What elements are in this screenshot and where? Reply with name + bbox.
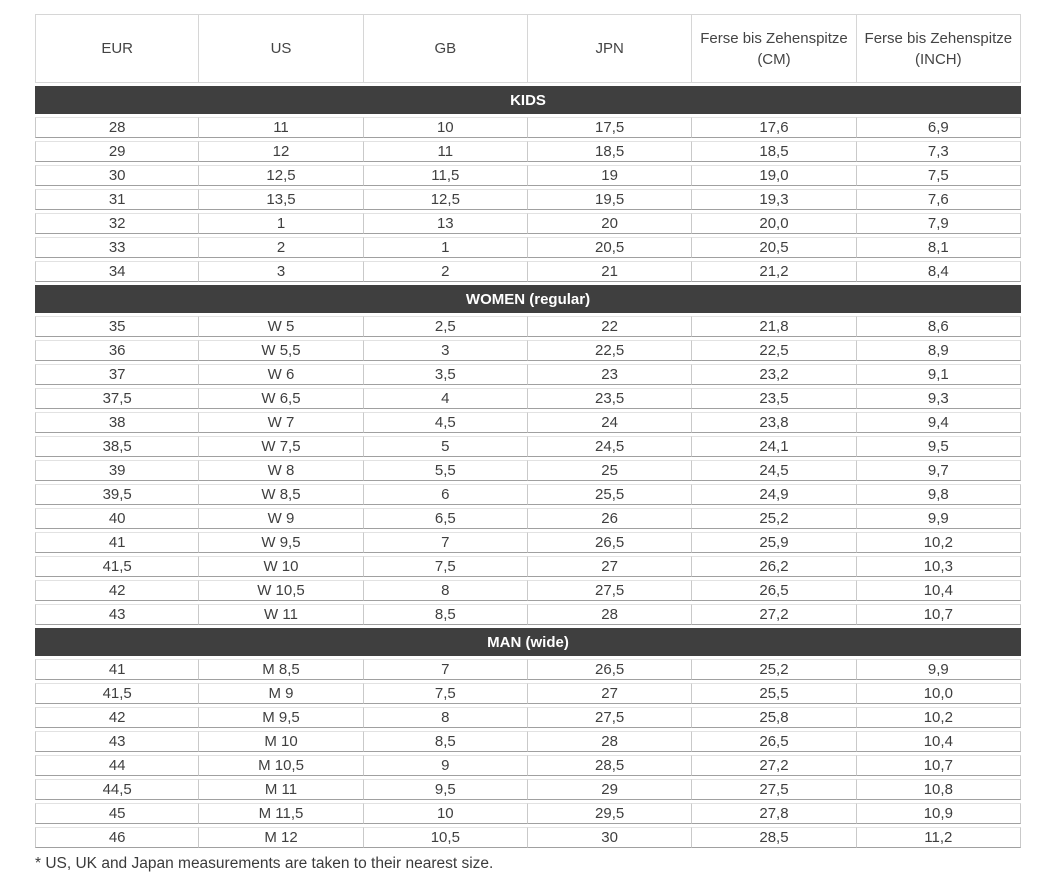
table-cell: 13,5 xyxy=(199,189,363,210)
table-cell: 28 xyxy=(35,117,199,138)
table-cell: 23,2 xyxy=(692,364,856,385)
table-row xyxy=(35,755,1021,776)
table-cell: 25,9 xyxy=(692,532,856,553)
table-cell: 19 xyxy=(528,165,692,186)
table-cell: 44,5 xyxy=(35,779,199,800)
table-cell: 44 xyxy=(35,755,199,776)
table-cell: 21 xyxy=(528,261,692,282)
table-cell: 4,5 xyxy=(364,412,528,433)
table-cell: 7,5 xyxy=(364,683,528,704)
table-header xyxy=(35,14,1021,83)
table-cell: 3 xyxy=(364,340,528,361)
table-cell: 27 xyxy=(528,683,692,704)
column-header-gb: GB xyxy=(364,14,528,83)
section-header-row xyxy=(35,86,1021,114)
table-cell: 7,5 xyxy=(364,556,528,577)
table-cell: 10,4 xyxy=(857,580,1021,601)
table-row xyxy=(35,803,1021,824)
size-conversion-table xyxy=(35,11,1021,851)
table-cell: 24,5 xyxy=(692,460,856,481)
table-cell: W 10,5 xyxy=(199,580,363,601)
table-cell: 18,5 xyxy=(528,141,692,162)
table-cell: 32 xyxy=(35,213,199,234)
table-row xyxy=(35,580,1021,601)
table-row xyxy=(35,213,1021,234)
table-cell: 7 xyxy=(364,659,528,680)
table-cell: 8,5 xyxy=(364,731,528,752)
table-row xyxy=(35,532,1021,553)
table-cell: 3,5 xyxy=(364,364,528,385)
table-cell: 9,7 xyxy=(857,460,1021,481)
table-cell: 9,1 xyxy=(857,364,1021,385)
table-cell: 7,9 xyxy=(857,213,1021,234)
table-row xyxy=(35,436,1021,457)
table-cell: 10,0 xyxy=(857,683,1021,704)
table-cell: 7 xyxy=(364,532,528,553)
table-cell: 4 xyxy=(364,388,528,409)
table-cell: M 10,5 xyxy=(199,755,363,776)
table-cell: M 9 xyxy=(199,683,363,704)
table-cell: 7,3 xyxy=(857,141,1021,162)
table-cell: 29 xyxy=(35,141,199,162)
table-cell: 22 xyxy=(528,316,692,337)
table-cell: 28 xyxy=(528,731,692,752)
table-cell: 23 xyxy=(528,364,692,385)
table-cell: 39,5 xyxy=(35,484,199,505)
table-cell: W 8,5 xyxy=(199,484,363,505)
table-cell: 40 xyxy=(35,508,199,529)
table-row xyxy=(35,364,1021,385)
table-cell: 17,5 xyxy=(528,117,692,138)
table-cell: 22,5 xyxy=(528,340,692,361)
table-cell: 23,5 xyxy=(692,388,856,409)
table-row xyxy=(35,556,1021,577)
section-header-label: MAN (wide) xyxy=(35,628,1021,656)
table-cell: 19,5 xyxy=(528,189,692,210)
table-cell: 27,2 xyxy=(692,604,856,625)
table-cell: 9,3 xyxy=(857,388,1021,409)
table-cell: 45 xyxy=(35,803,199,824)
table-cell: 29 xyxy=(528,779,692,800)
table-cell: 8,9 xyxy=(857,340,1021,361)
table-cell: 9,5 xyxy=(364,779,528,800)
table-cell: 10 xyxy=(364,117,528,138)
table-cell: 12,5 xyxy=(199,165,363,186)
table-cell: M 11,5 xyxy=(199,803,363,824)
table-cell: 25 xyxy=(528,460,692,481)
table-cell: 28,5 xyxy=(528,755,692,776)
table-cell: 9,9 xyxy=(857,659,1021,680)
table-cell: 37 xyxy=(35,364,199,385)
table-cell: 12 xyxy=(199,141,363,162)
table-cell: 20,5 xyxy=(528,237,692,258)
table-cell: 17,6 xyxy=(692,117,856,138)
table-cell: 6,9 xyxy=(857,117,1021,138)
table-cell: 43 xyxy=(35,731,199,752)
table-cell: 11,5 xyxy=(364,165,528,186)
column-header-us: US xyxy=(199,14,363,83)
table-cell: W 6,5 xyxy=(199,388,363,409)
table-cell: 24,9 xyxy=(692,484,856,505)
table-cell: W 11 xyxy=(199,604,363,625)
table-cell: 37,5 xyxy=(35,388,199,409)
table-cell: 2 xyxy=(364,261,528,282)
table-cell: 27,5 xyxy=(692,779,856,800)
table-cell: W 9,5 xyxy=(199,532,363,553)
table-cell: 13 xyxy=(364,213,528,234)
table-row xyxy=(35,261,1021,282)
table-cell: 27,8 xyxy=(692,803,856,824)
table-cell: W 9 xyxy=(199,508,363,529)
table-cell: 10,2 xyxy=(857,707,1021,728)
table-cell: 24,1 xyxy=(692,436,856,457)
table-row xyxy=(35,117,1021,138)
table-cell: M 8,5 xyxy=(199,659,363,680)
table-row xyxy=(35,165,1021,186)
table-cell: 26,5 xyxy=(692,731,856,752)
table-cell: 6 xyxy=(364,484,528,505)
table-cell: 11,2 xyxy=(857,827,1021,848)
table-row xyxy=(35,189,1021,210)
table-row xyxy=(35,731,1021,752)
table-cell: 34 xyxy=(35,261,199,282)
table-cell: 19,0 xyxy=(692,165,856,186)
table-cell: 24,5 xyxy=(528,436,692,457)
section-header-row xyxy=(35,285,1021,313)
table-cell: 21,8 xyxy=(692,316,856,337)
table-cell: 26,5 xyxy=(528,659,692,680)
table-cell: 41,5 xyxy=(35,683,199,704)
footnote: * US, UK and Japan measurements are taken to their nearest size. xyxy=(35,855,494,872)
table-cell: 36 xyxy=(35,340,199,361)
table-cell: 18,5 xyxy=(692,141,856,162)
table-cell: 8,4 xyxy=(857,261,1021,282)
table-cell: 38 xyxy=(35,412,199,433)
table-cell: 8 xyxy=(364,580,528,601)
table-cell: 9,9 xyxy=(857,508,1021,529)
table-row xyxy=(35,683,1021,704)
table-cell: 5,5 xyxy=(364,460,528,481)
table-cell: M 12 xyxy=(199,827,363,848)
table-cell: 23,8 xyxy=(692,412,856,433)
table-row xyxy=(35,604,1021,625)
table-row xyxy=(35,237,1021,258)
table-row xyxy=(35,659,1021,680)
table-cell: 41 xyxy=(35,659,199,680)
table-cell: 25,5 xyxy=(692,683,856,704)
table-cell: 2,5 xyxy=(364,316,528,337)
table-cell: 23,5 xyxy=(528,388,692,409)
table-cell: 20 xyxy=(528,213,692,234)
table-cell: 11 xyxy=(364,141,528,162)
column-header-eur: EUR xyxy=(35,14,199,83)
table-cell: 41 xyxy=(35,532,199,553)
column-header-heel-toe-cm: Ferse bis Zehenspitze (CM) xyxy=(692,14,856,83)
table-cell: 7,5 xyxy=(857,165,1021,186)
table-cell: W 7,5 xyxy=(199,436,363,457)
table-cell: 1 xyxy=(364,237,528,258)
table-cell: 35 xyxy=(35,316,199,337)
table-cell: M 9,5 xyxy=(199,707,363,728)
table-cell: W 6 xyxy=(199,364,363,385)
table-cell: 21,2 xyxy=(692,261,856,282)
table-row xyxy=(35,508,1021,529)
table-cell: 6,5 xyxy=(364,508,528,529)
table-cell: 27,5 xyxy=(528,580,692,601)
table-row xyxy=(35,412,1021,433)
table-cell: 27,2 xyxy=(692,755,856,776)
table-cell: 10,4 xyxy=(857,731,1021,752)
table-cell: 30 xyxy=(35,165,199,186)
table-body xyxy=(35,86,1021,848)
table-cell: 42 xyxy=(35,707,199,728)
section-header-row xyxy=(35,628,1021,656)
table-cell: 28,5 xyxy=(692,827,856,848)
table-cell: 10,9 xyxy=(857,803,1021,824)
table-cell: 3 xyxy=(199,261,363,282)
table-row xyxy=(35,707,1021,728)
table-cell: 46 xyxy=(35,827,199,848)
table-cell: 8,5 xyxy=(364,604,528,625)
table-cell: 25,2 xyxy=(692,508,856,529)
column-header-jpn: JPN xyxy=(528,14,692,83)
table-cell: W 5,5 xyxy=(199,340,363,361)
table-cell: 38,5 xyxy=(35,436,199,457)
table-cell: 33 xyxy=(35,237,199,258)
table-cell: 43 xyxy=(35,604,199,625)
table-cell: 8,1 xyxy=(857,237,1021,258)
table-cell: 9,4 xyxy=(857,412,1021,433)
table-row xyxy=(35,484,1021,505)
table-cell: 29,5 xyxy=(528,803,692,824)
table-cell: 22,5 xyxy=(692,340,856,361)
table-row xyxy=(35,340,1021,361)
table-cell: W 7 xyxy=(199,412,363,433)
table-cell: 41,5 xyxy=(35,556,199,577)
table-cell: 25,5 xyxy=(528,484,692,505)
table-cell: M 11 xyxy=(199,779,363,800)
section-header-label: KIDS xyxy=(35,86,1021,114)
table-cell: 10,2 xyxy=(857,532,1021,553)
table-cell: W 5 xyxy=(199,316,363,337)
table-cell: 8 xyxy=(364,707,528,728)
table-cell: 26 xyxy=(528,508,692,529)
table-row xyxy=(35,141,1021,162)
table-cell: 24 xyxy=(528,412,692,433)
table-cell: 20,0 xyxy=(692,213,856,234)
table-cell: 9 xyxy=(364,755,528,776)
table-cell: W 10 xyxy=(199,556,363,577)
table-cell: 7,6 xyxy=(857,189,1021,210)
table-cell: 1 xyxy=(199,213,363,234)
table-cell: W 8 xyxy=(199,460,363,481)
section-header-label: WOMEN (regular) xyxy=(35,285,1021,313)
table-cell: 42 xyxy=(35,580,199,601)
table-cell: 27 xyxy=(528,556,692,577)
table-cell: 10,7 xyxy=(857,604,1021,625)
table-cell: 5 xyxy=(364,436,528,457)
table-row xyxy=(35,388,1021,409)
table-cell: 28 xyxy=(528,604,692,625)
column-header-heel-toe-inch: Ferse bis Zehenspitze (INCH) xyxy=(857,14,1021,83)
table-cell: 26,5 xyxy=(692,580,856,601)
table-cell: 25,8 xyxy=(692,707,856,728)
table-cell: 10,3 xyxy=(857,556,1021,577)
table-cell: 39 xyxy=(35,460,199,481)
table-cell: 9,8 xyxy=(857,484,1021,505)
table-cell: 10,7 xyxy=(857,755,1021,776)
table-cell: 2 xyxy=(199,237,363,258)
table-cell: 9,5 xyxy=(857,436,1021,457)
table-cell: 25,2 xyxy=(692,659,856,680)
table-cell: 27,5 xyxy=(528,707,692,728)
table-cell: 30 xyxy=(528,827,692,848)
table-cell: 26,2 xyxy=(692,556,856,577)
table-cell: 12,5 xyxy=(364,189,528,210)
table-row xyxy=(35,316,1021,337)
table-cell: 31 xyxy=(35,189,199,210)
table-row xyxy=(35,779,1021,800)
table-cell: M 10 xyxy=(199,731,363,752)
table-cell: 10 xyxy=(364,803,528,824)
table-cell: 10,8 xyxy=(857,779,1021,800)
table-cell: 20,5 xyxy=(692,237,856,258)
table-cell: 26,5 xyxy=(528,532,692,553)
table-row xyxy=(35,460,1021,481)
table-cell: 11 xyxy=(199,117,363,138)
table-cell: 10,5 xyxy=(364,827,528,848)
table-cell: 8,6 xyxy=(857,316,1021,337)
column-header-row xyxy=(35,14,1021,83)
table-row xyxy=(35,827,1021,848)
table-cell: 19,3 xyxy=(692,189,856,210)
